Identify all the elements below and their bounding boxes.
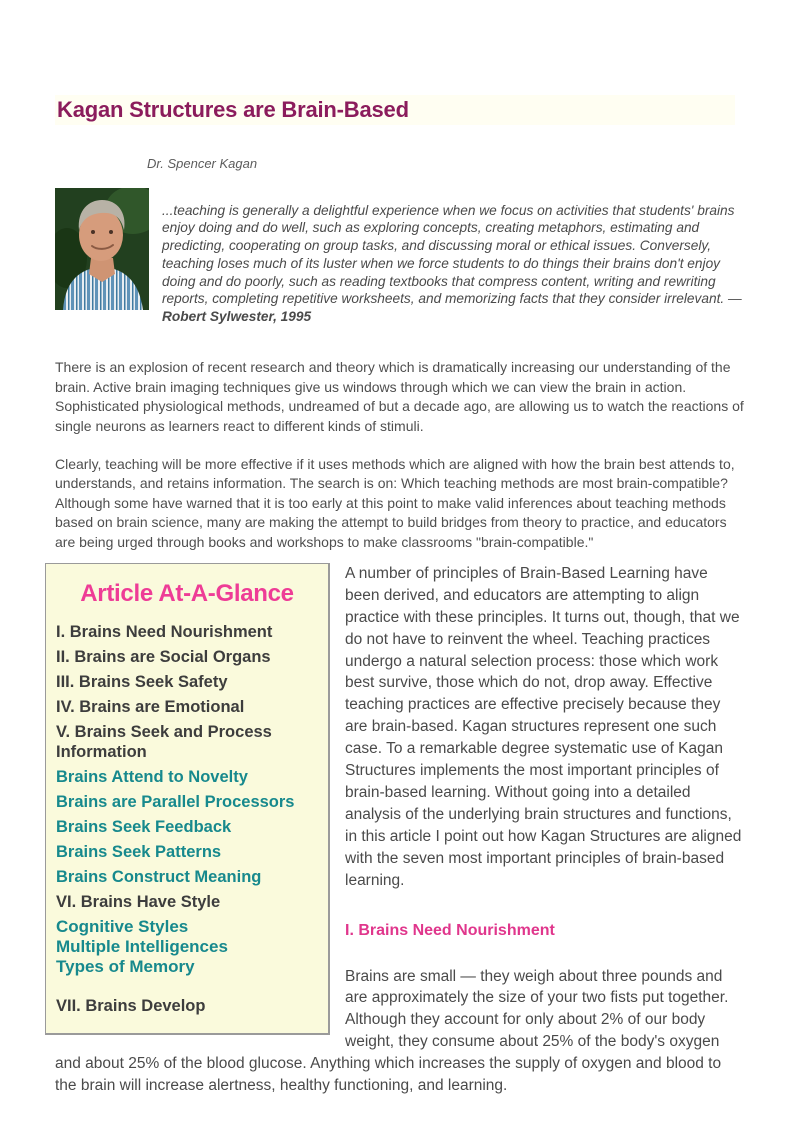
page-title: Kagan Structures are Brain-Based — [57, 97, 409, 122]
glance-item: VII. Brains Develop — [56, 996, 206, 1015]
glance-item: Brains Seek Feedback — [56, 817, 232, 836]
glance-title: Article At-A-Glance — [80, 579, 294, 607]
glance-item: IV. Brains are Emotional — [56, 697, 245, 716]
glance-item: Multiple Intelligences — [56, 936, 228, 956]
glance-list — [54, 622, 320, 1016]
quote-attribution: Robert Sylwester, 1995 — [162, 308, 312, 324]
author-byline: Dr. Spencer Kagan — [147, 156, 258, 171]
article-at-a-glance-box — [45, 563, 330, 1035]
glance-item: II. Brains are Social Organs — [56, 647, 271, 666]
glance-item: V. Brains Seek and Process Information — [56, 722, 272, 761]
quote-block — [55, 188, 745, 339]
title-strip — [55, 95, 735, 125]
glance-item: Brains Construct Meaning — [56, 867, 262, 886]
glance-item: I. Brains Need Nourishment — [56, 622, 273, 641]
intro-paragraph-2: Clearly, teaching will be more effective if it uses methods which are aligned with how the brain best attends to, understands, and retains information. The search is on: Which teaching methods are most brain-compatible? Although some have warned that it is too early at this point to make valid inferences about teaching methods based on brain science, many are making the attempt to build bridges from theory to practice, and educators are being urged through books and workshops to make classrooms "brain-compatible." — [55, 455, 735, 550]
spencer-kagan-photo — [55, 188, 149, 310]
body-paragraph-1: A number of principles of Brain-Based Learning have been derived, and educators are attempting to align practice with these principles. It turns out, though, that we do not have to reinvent the wheel. Teaching practices undergo a natural selection process: those which work best survive, those which do not, drop away. Effective teaching practices are effective precisely because they are brain-based. Kagan structures represent one such case. To a remarkable degree systematic use of Kagan Structures implements the most important principles of brain-based learning. Without going into a detailed analysis of the underlying brain structures and functions, in this article I point out how Kagan Structures are aligned with the seven most important principles of brain-based learning. — [345, 564, 742, 889]
intro-paragraph-1: There is an explosion of recent research and theory which is dramatically increasing our understanding of the brain. Active brain imaging techniques give us windows through which we can view the brain in action. Sophisticated physiological methods, undreamed of but a decade ago, are allowing us to watch the reactions of single neurons as learners react to different kinds of stimuli. — [55, 359, 744, 434]
section-heading-nourishment: I. Brains Need Nourishment — [345, 921, 555, 939]
pull-quote — [162, 202, 745, 326]
glance-item: Brains Attend to Novelty — [56, 767, 248, 786]
glance-item: Brains Seek Patterns — [56, 842, 222, 861]
quote-text: ...teaching is generally a delightful experience when we focus on activities that students' brains enjoy doing and do well, such as exploring concepts, creating metaphors, estimating and predicting, cooperating on group tasks, and discussing moral or ethical issues. Conversely, teaching loses much of its luster when we force students to do things their brains don't enjoy doing and do poorly, such as reading textbooks that compress content, writing and rewriting reports, completing repetitive worksheets, and memorizing facts that they consider irrelevant. — — [162, 202, 742, 307]
glance-item: Brains are Parallel Processors — [56, 792, 295, 811]
glance-item: VI. Brains Have Style — [56, 892, 221, 911]
glance-item: III. Brains Seek Safety — [56, 672, 228, 691]
body-paragraph-2: Brains are small — they weigh about three pounds and are approximately the size of your two fists put together. Although they account for only about 2% of our body weight, they consume about 25% of the body's oxygen and about 25% of the blood glucose. Anything which increases the supply of oxygen and blood to the brain will increase alertness, healthy functioning, and learning. — [55, 967, 729, 1095]
article-body — [55, 563, 745, 1097]
glance-item: Types of Memory — [56, 956, 195, 976]
glance-item: Cognitive Styles — [56, 916, 189, 936]
